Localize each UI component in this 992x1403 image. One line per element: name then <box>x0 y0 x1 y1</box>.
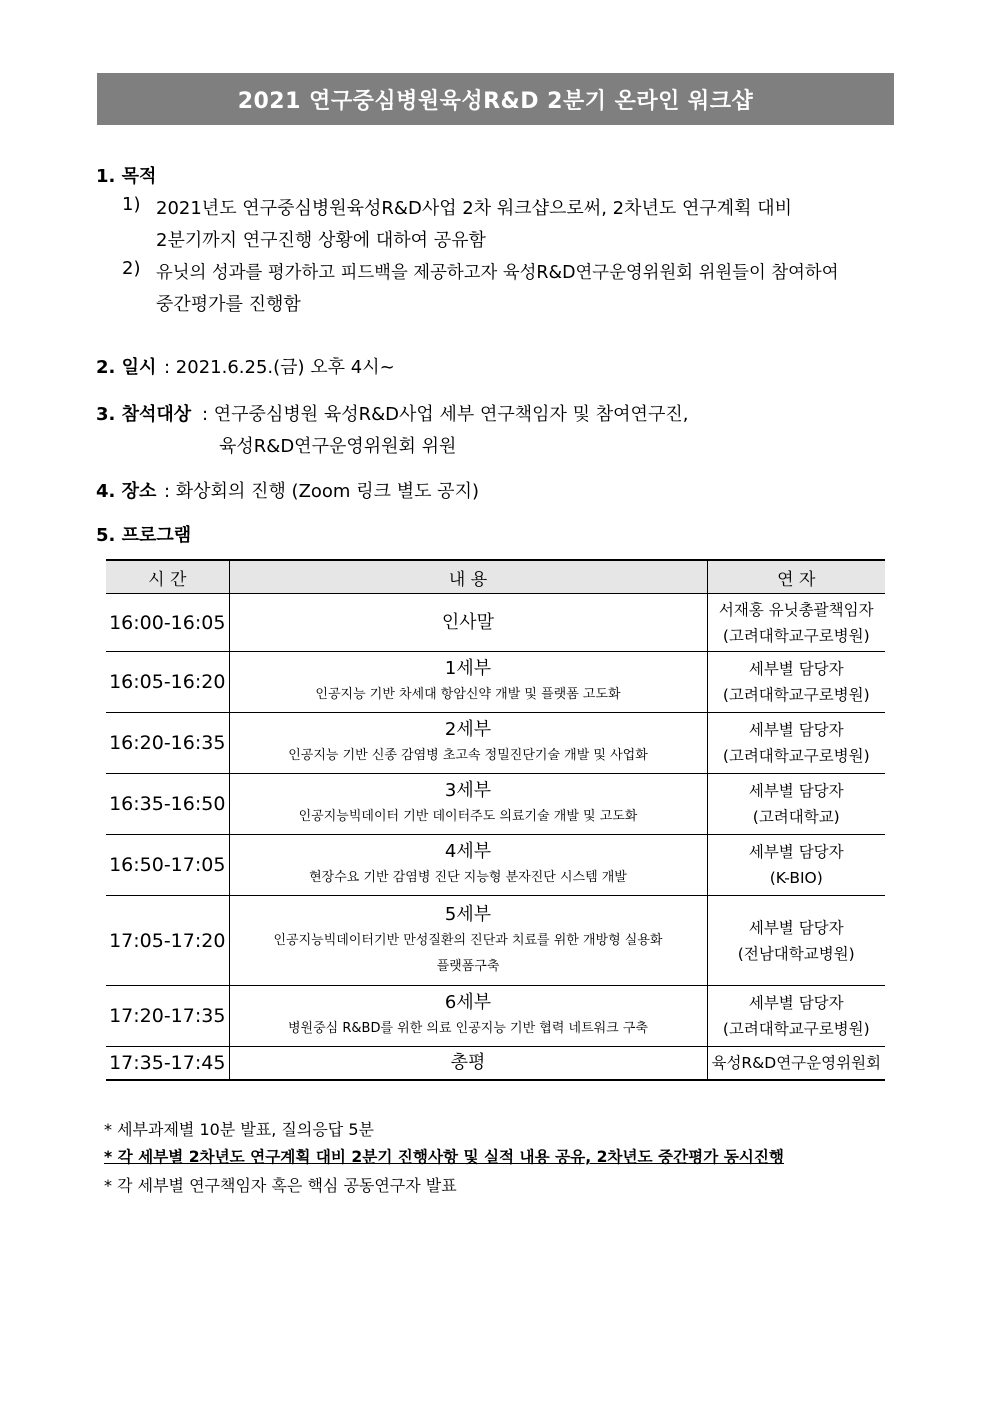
row-title: 인사말 <box>441 611 495 633</box>
row-title: 총평 <box>450 1051 486 1073</box>
row-content <box>229 774 707 835</box>
table-row <box>106 713 885 774</box>
section-attendees-value-1: : 연구중심병원 육성R&D사업 세부 연구책임자 및 참여연구진, <box>202 404 689 425</box>
row-content <box>229 896 707 986</box>
row-speaker <box>707 594 885 652</box>
section-program-heading: 5. 프로그램 <box>96 525 192 546</box>
row-speaker <box>707 896 885 986</box>
row-speaker <box>707 652 885 713</box>
speaker-affiliation: (전남대학교병원) <box>737 944 855 963</box>
header-content: 내 용 <box>229 560 707 594</box>
speaker-name: 세부별 담당자 <box>748 660 844 678</box>
row-time: 16:50-17:05 <box>106 835 229 896</box>
row-content <box>229 1047 707 1080</box>
row-subtitle: 인공지능 기반 신종 감염병 초고속 정밀진단기술 개발 및 사업화 <box>288 748 648 763</box>
purpose-item-1-number: 1) <box>122 194 141 215</box>
row-subtitle: 인공지능빅데이터 기반 데이터주도 의료기술 개발 및 고도화 <box>298 809 638 824</box>
row-time: 16:20-16:35 <box>106 713 229 774</box>
program-header-row <box>106 560 885 594</box>
row-title: 3세부 <box>444 780 492 801</box>
row-speaker <box>707 713 885 774</box>
table-row <box>106 594 885 652</box>
row-subtitle-continued: 플랫폼구축 <box>436 958 500 974</box>
purpose-item-1-line-1: 2021년도 연구중심병원육성R&D사업 2차 워크샵으로써, 2차년도 연구계획 대비 <box>156 198 793 219</box>
speaker-name: 세부별 담당자 <box>748 918 844 937</box>
document-title: 2021 연구중심병원육성R&D 2분기 온라인 워크샵 <box>97 73 894 125</box>
row-subtitle: 병원중심 R&BD를 위한 의료 인공지능 기반 협력 네트워크 구축 <box>288 1021 648 1036</box>
table-row <box>106 774 885 835</box>
row-subtitle: 인공지능 기반 차세대 항암신약 개발 및 플랫폼 고도화 <box>315 687 621 702</box>
row-subtitle: 현장수요 기반 감염병 진단 지능형 분자진단 시스템 개발 <box>309 870 627 885</box>
section-place-label: 4. 장소 <box>96 481 157 502</box>
speaker-affiliation: (고려대학교구로병원) <box>722 747 870 765</box>
row-speaker <box>707 774 885 835</box>
section-attendees-value-2: 육성R&D연구운영위원회 위원 <box>219 436 457 457</box>
section-place-value: : 화상회의 진행 (Zoom 링크 별도 공지) <box>164 481 479 502</box>
speaker-name: 세부별 담당자 <box>748 782 844 800</box>
header-speaker: 연 자 <box>707 560 885 594</box>
speaker-name: 세부별 담당자 <box>748 843 844 861</box>
note-1: * 세부과제별 10분 발표, 질의응답 5분 <box>104 1120 374 1139</box>
section-date-label: 2. 일시 <box>96 357 157 378</box>
row-content <box>229 986 707 1047</box>
row-subtitle: 인공지능빅데이터기반 만성질환의 진단과 치료를 위한 개방형 실용화 <box>273 932 663 948</box>
speaker-affiliation: (고려대학교구로병원) <box>722 626 870 645</box>
purpose-item-2-number: 2) <box>122 258 141 279</box>
row-time: 16:35-16:50 <box>106 774 229 835</box>
row-speaker <box>707 835 885 896</box>
speaker-affiliation: (고려대학교구로병원) <box>722 686 870 704</box>
section-purpose-heading: 1. 목적 <box>96 166 157 187</box>
program-table <box>106 559 885 1081</box>
purpose-item-1-line-2: 2분기까지 연구진행 상황에 대하여 공유함 <box>156 230 486 251</box>
row-title: 1세부 <box>444 658 492 679</box>
row-content <box>229 652 707 713</box>
speaker-name: 서재홍 유닛총괄책임자 <box>718 600 874 619</box>
row-time: 17:05-17:20 <box>106 896 229 986</box>
speaker-affiliation: (고려대학교구로병원) <box>722 1020 870 1038</box>
speaker-affiliation: (K-BIO) <box>769 869 823 887</box>
section-date-value: : 2021.6.25.(금) 오후 4시~ <box>164 357 395 378</box>
row-time: 17:35-17:45 <box>106 1047 229 1080</box>
table-row <box>106 986 885 1047</box>
row-title: 2세부 <box>444 719 492 740</box>
row-content <box>229 835 707 896</box>
table-row <box>106 652 885 713</box>
row-speaker <box>707 986 885 1047</box>
purpose-item-2-line-2: 중간평가를 진행함 <box>156 294 301 315</box>
row-time: 16:00-16:05 <box>106 594 229 652</box>
row-speaker <box>707 1047 885 1080</box>
speaker-name: 육성R&D연구운영위원회 <box>711 1053 882 1072</box>
speaker-affiliation: (고려대학교) <box>752 808 840 826</box>
row-time: 17:20-17:35 <box>106 986 229 1047</box>
purpose-item-2-line-1: 유닛의 성과를 평가하고 피드백을 제공하고자 육성R&D연구운영위원회 위원들이 참여하여 <box>156 263 839 283</box>
table-row <box>106 896 885 986</box>
header-time: 시 간 <box>106 560 229 594</box>
row-title: 4세부 <box>444 841 492 862</box>
speaker-name: 세부별 담당자 <box>748 994 844 1012</box>
row-content <box>229 594 707 652</box>
table-row <box>106 835 885 896</box>
row-time: 16:05-16:20 <box>106 652 229 713</box>
note-2: * 각 세부별 2차년도 연구계획 대비 2분기 진행사항 및 실적 내용 공유, 2차년도 중간평가 동시진행 <box>104 1148 784 1166</box>
section-attendees-label: 3. 참석대상 <box>96 404 192 425</box>
table-row <box>106 1047 885 1080</box>
row-content <box>229 713 707 774</box>
speaker-name: 세부별 담당자 <box>748 721 844 739</box>
row-title: 6세부 <box>444 992 492 1013</box>
note-3: * 각 세부별 연구책임자 혹은 핵심 공동연구자 발표 <box>104 1176 457 1195</box>
row-title: 5세부 <box>444 903 492 925</box>
